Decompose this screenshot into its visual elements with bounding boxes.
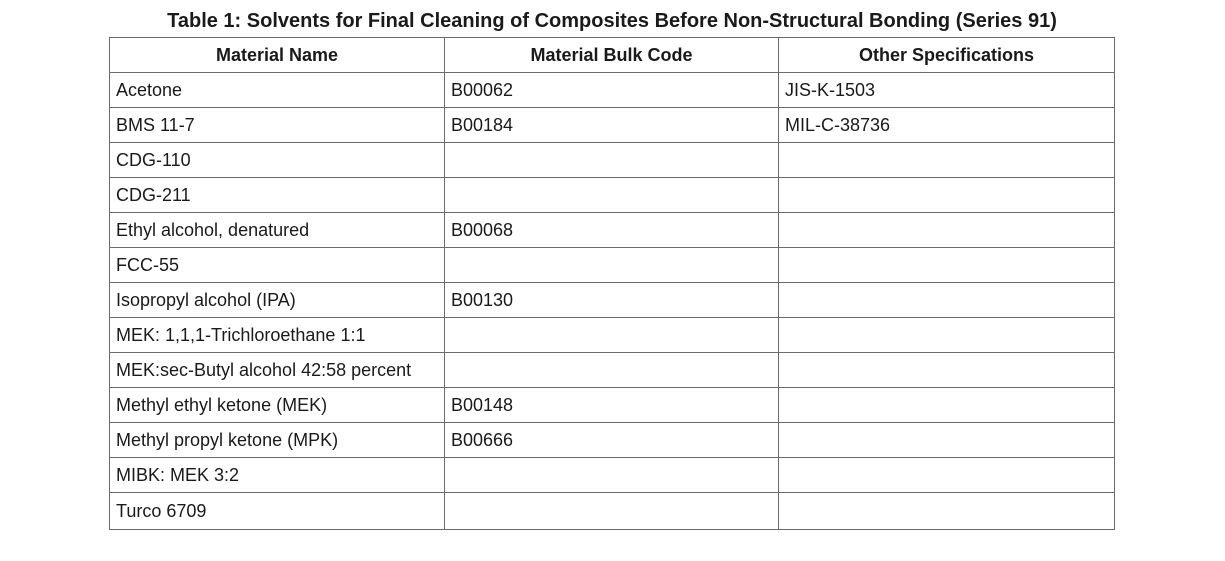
solvents-table bbox=[109, 37, 1115, 530]
cell-material-name: FCC-55 bbox=[110, 248, 445, 283]
cell-bulk-code: B00184 bbox=[445, 108, 779, 143]
cell-bulk-code bbox=[445, 353, 779, 388]
cell-bulk-code: B00148 bbox=[445, 388, 779, 423]
cell-other-spec bbox=[779, 143, 1115, 178]
table-row bbox=[110, 423, 1115, 458]
table-row bbox=[110, 73, 1115, 108]
table-row bbox=[110, 458, 1115, 493]
cell-bulk-code bbox=[445, 493, 779, 530]
cell-bulk-code: B00062 bbox=[445, 73, 779, 108]
table-row bbox=[110, 213, 1115, 248]
table-row bbox=[110, 353, 1115, 388]
cell-other-spec bbox=[779, 388, 1115, 423]
table-row bbox=[110, 388, 1115, 423]
cell-other-spec bbox=[779, 458, 1115, 493]
table-caption: Table 1: Solvents for Final Cleaning of Composites Before Non-Structural Bonding (Series 91) bbox=[167, 10, 1057, 32]
cell-other-spec: MIL-C-38736 bbox=[779, 108, 1115, 143]
cell-bulk-code: B00666 bbox=[445, 423, 779, 458]
cell-bulk-code: B00068 bbox=[445, 213, 779, 248]
cell-other-spec bbox=[779, 423, 1115, 458]
table-row bbox=[110, 493, 1115, 530]
cell-material-name: Ethyl alcohol, denatured bbox=[110, 213, 445, 248]
cell-bulk-code bbox=[445, 178, 779, 213]
cell-other-spec bbox=[779, 353, 1115, 388]
table-row bbox=[110, 283, 1115, 318]
cell-bulk-code: B00130 bbox=[445, 283, 779, 318]
cell-bulk-code bbox=[445, 318, 779, 353]
cell-material-name: Methyl ethyl ketone (MEK) bbox=[110, 388, 445, 423]
cell-bulk-code bbox=[445, 458, 779, 493]
header-material-name: Material Name bbox=[110, 38, 445, 73]
cell-material-name: Isopropyl alcohol (IPA) bbox=[110, 283, 445, 318]
cell-other-spec bbox=[779, 178, 1115, 213]
cell-other-spec bbox=[779, 283, 1115, 318]
header-other-specifications: Other Specifications bbox=[779, 38, 1115, 73]
cell-other-spec bbox=[779, 213, 1115, 248]
table-row bbox=[110, 143, 1115, 178]
cell-material-name: MEK: 1,1,1-Trichloroethane 1:1 bbox=[110, 318, 445, 353]
table-row bbox=[110, 248, 1115, 283]
cell-other-spec bbox=[779, 318, 1115, 353]
header-row bbox=[110, 38, 1115, 73]
table-row bbox=[110, 178, 1115, 213]
cell-other-spec bbox=[779, 493, 1115, 530]
cell-material-name: MIBK: MEK 3:2 bbox=[110, 458, 445, 493]
table-row bbox=[110, 108, 1115, 143]
cell-bulk-code bbox=[445, 248, 779, 283]
cell-material-name: CDG-110 bbox=[110, 143, 445, 178]
cell-material-name: MEK:sec-Butyl alcohol 42:58 percent bbox=[110, 353, 445, 388]
cell-other-spec: JIS-K-1503 bbox=[779, 73, 1115, 108]
cell-material-name: CDG-211 bbox=[110, 178, 445, 213]
cell-material-name: BMS 11-7 bbox=[110, 108, 445, 143]
header-material-bulk-code: Material Bulk Code bbox=[445, 38, 779, 73]
table-row bbox=[110, 318, 1115, 353]
cell-material-name: Turco 6709 bbox=[110, 493, 445, 530]
cell-other-spec bbox=[779, 248, 1115, 283]
cell-bulk-code bbox=[445, 143, 779, 178]
cell-material-name: Acetone bbox=[110, 73, 445, 108]
cell-material-name: Methyl propyl ketone (MPK) bbox=[110, 423, 445, 458]
